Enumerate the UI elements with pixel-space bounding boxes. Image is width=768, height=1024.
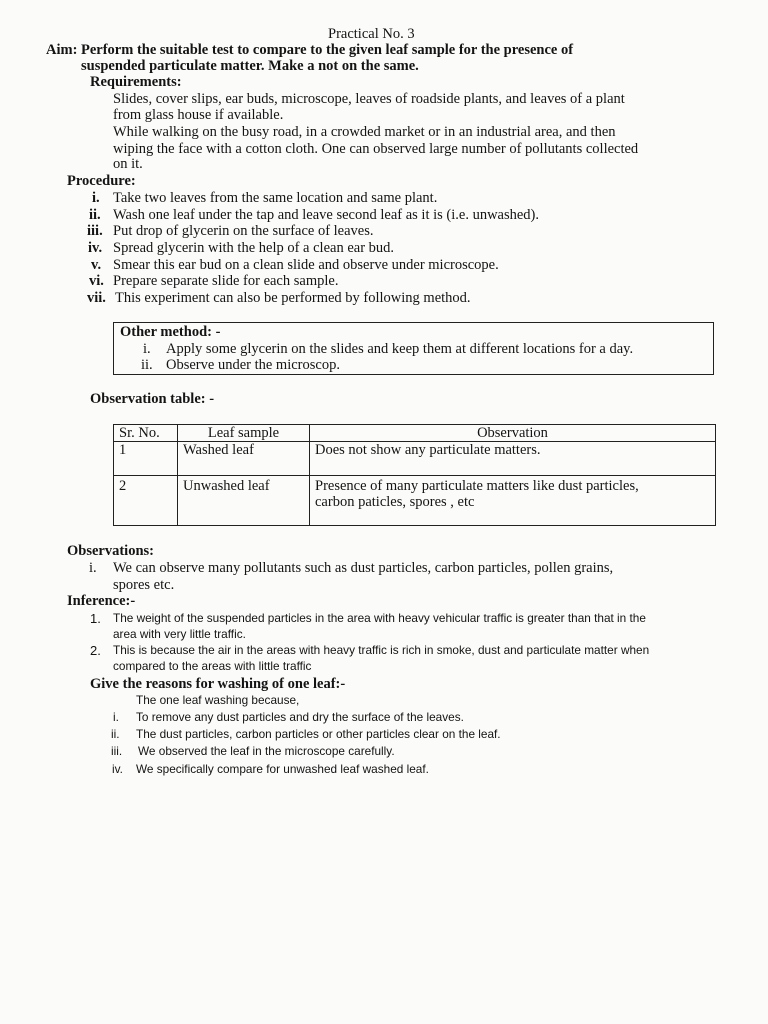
procedure-step-text: Prepare separate slide for each sample. — [113, 273, 339, 289]
page-title: Practical No. 3 — [328, 26, 415, 42]
table-cell-observation — [310, 476, 716, 526]
observation-line: Does not show any particulate matters. — [315, 442, 541, 458]
procedure-step-num: v. — [91, 257, 102, 273]
reasons-text: We observed the leaf in the microscope carefully. — [138, 744, 395, 758]
reasons-num: i. — [113, 710, 119, 724]
observation-line: carbon paticles, spores , etc — [315, 494, 475, 510]
observation-table-heading: Observation table: - — [90, 391, 215, 407]
procedure-step-num: vii. — [87, 290, 106, 306]
requirements-line: on it. — [113, 156, 143, 172]
requirements-line: While walking on the busy road, in a crowded market or in an industrial area, and then — [113, 124, 616, 140]
requirements-line: from glass house if available. — [113, 107, 284, 123]
procedure-step-text: Wash one leaf under the tap and leave second leaf as it is (i.e. unwashed). — [113, 207, 540, 223]
inference-text: This is because the air in the areas with heavy traffic is rich in smoke, dust and particulate matter when — [113, 643, 650, 657]
procedure-step-num: vi. — [89, 273, 104, 289]
procedure-step-num: ii. — [89, 207, 101, 223]
observations-text: spores etc. — [113, 577, 175, 593]
observations-num: i. — [89, 560, 97, 576]
aim-line-2: suspended particulate matter. Make a not on the same. — [81, 58, 419, 74]
observations-heading: Observations: — [67, 543, 154, 559]
table-cell-sample: Unwashed leaf — [178, 476, 310, 526]
reasons-heading: Give the reasons for washing of one leaf:- — [90, 676, 346, 692]
observations-text: We can observe many pollutants such as dust particles, carbon particles, pollen grains, — [113, 560, 614, 576]
requirements-line: wiping the face with a cotton cloth. One can observed large number of pollutants collected — [113, 141, 639, 157]
reasons-text: The dust particles, carbon particles or other particles clear on the leaf. — [136, 727, 501, 741]
procedure-step-text: Spread glycerin with the help of a clean ear bud. — [113, 240, 395, 256]
reasons-text: To remove any dust particles and dry the surface of the leaves. — [136, 710, 464, 724]
other-method-num: i. — [143, 341, 151, 357]
observation-line: Presence of many particulate matters like dust particles, — [315, 478, 639, 494]
table-header-cell: Leaf sample — [178, 425, 310, 442]
procedure-step-num: i. — [92, 190, 100, 206]
inference-num: 2. — [90, 643, 101, 658]
reasons-intro: The one leaf washing because, — [136, 693, 300, 707]
inference-text: The weight of the suspended particles in the area with heavy vehicular traffic is greater than that in the — [113, 611, 646, 625]
table-row — [114, 476, 716, 526]
table-cell-observation — [310, 442, 716, 476]
table-header-row — [114, 425, 716, 442]
procedure-step-text: Put drop of glycerin on the surface of leaves. — [113, 223, 374, 239]
inference-text: area with very little traffic. — [113, 627, 246, 641]
other-method-text: Observe under the microscop. — [166, 357, 340, 373]
observation-table — [113, 424, 716, 526]
inference-text: compared to the areas with little traffic — [113, 659, 312, 673]
requirements-line: Slides, cover slips, ear buds, microscope, leaves of roadside plants, and leaves of a plant — [113, 91, 625, 107]
aim-line-1: Perform the suitable test to compare to the given leaf sample for the presence of — [81, 42, 574, 58]
inference-heading: Inference:- — [67, 593, 136, 609]
procedure-heading: Procedure: — [67, 173, 136, 189]
reasons-num: iii. — [111, 744, 123, 758]
aim-label: Aim: — [46, 42, 78, 58]
reasons-num: iv. — [112, 762, 123, 776]
table-cell-sr: 1 — [114, 442, 178, 476]
other-method-text: Apply some glycerin on the slides and keep them at different locations for a day. — [166, 341, 634, 357]
procedure-step-text: Smear this ear bud on a clean slide and observe under microscope. — [113, 257, 499, 273]
table-header-cell: Observation — [310, 425, 716, 442]
reasons-text: We specifically compare for unwashed leaf washed leaf. — [136, 762, 429, 776]
reasons-num: ii. — [111, 727, 120, 741]
table-cell-sr: 2 — [114, 476, 178, 526]
requirements-heading: Requirements: — [90, 74, 182, 90]
other-method-heading: Other method: - — [120, 324, 221, 340]
table-row — [114, 442, 716, 476]
other-method-num: ii. — [141, 357, 153, 373]
procedure-step-num: iv. — [88, 240, 103, 256]
procedure-step-text: This experiment can also be performed by following method. — [115, 290, 471, 306]
procedure-step-num: iii. — [87, 223, 103, 239]
table-header-cell: Sr. No. — [114, 425, 178, 442]
inference-num: 1. — [90, 611, 101, 626]
table-cell-sample: Washed leaf — [178, 442, 310, 476]
procedure-step-text: Take two leaves from the same location and same plant. — [113, 190, 438, 206]
